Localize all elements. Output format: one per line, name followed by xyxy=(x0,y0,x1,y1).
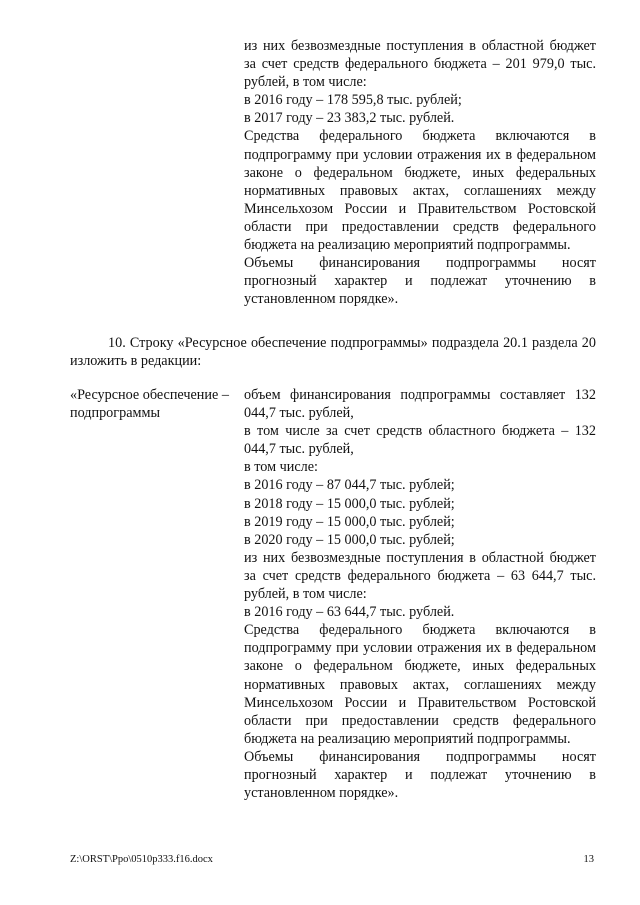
regional-budget-paragraph: в том числе за счет средств областного бюджета – 132 044,7 тыс. рублей, xyxy=(244,423,596,458)
top-gratuitous-paragraph: из них безвозмездные поступления в областной бюджет за счет средств федерального бюджета – 201 979,0 тыс. рублей, в том числе: xyxy=(244,38,596,91)
volumes-paragraph: Объемы финансирования подпрограммы носят прогнозный характер и подлежат уточнению в установленном порядке». xyxy=(244,748,596,802)
year-2020: в 2020 году – 15 000,0 тыс. рублей; xyxy=(244,531,455,548)
top-year-2016: в 2016 году – 178 595,8 тыс. рублей; xyxy=(244,92,462,109)
including-label: в том числе: xyxy=(244,459,318,476)
year-2019: в 2019 году – 15 000,0 тыс. рублей; xyxy=(244,513,455,530)
footer-file-path: Z:\ORST\Ppo\0510p333.f16.docx xyxy=(70,854,213,865)
top-year-2017: в 2017 году – 23 383,2 тыс. рублей. xyxy=(244,110,455,127)
top-federal-paragraph: Средства федерального бюджета включаются в подпрограмму при условии отражения их в федеральном законе о федеральном бюджете, иных федеральных нормативных правовых актах, соглашениях между Минсельхозом России и Правительством Ростовской области при предоставлении средств федерального бюджета на реализацию мероприятий подпрограммы. xyxy=(244,128,596,254)
year-2018: в 2018 году – 15 000,0 тыс. рублей; xyxy=(244,495,455,512)
page-number: 13 xyxy=(583,854,594,865)
gratuitous-year-2016: в 2016 году – 63 644,7 тыс. рублей. xyxy=(244,604,455,621)
top-volumes-paragraph: Объемы финансирования подпрограммы носят прогнозный характер и подлежат уточнению в установленном порядке». xyxy=(244,255,596,308)
federal-paragraph: Средства федерального бюджета включаются в подпрограмму при условии отражения их в федеральном законе о федеральном бюджете, иных федеральных нормативных правовых актах, соглашениях между Минсельхозом России и Правительством Ростовской области при предоставлении средств федерального бюджета на реализацию мероприятий подпрограммы. xyxy=(244,622,596,747)
resource-row-content xyxy=(244,386,596,802)
instruction-paragraph: 10. Строку «Ресурсное обеспечение подпрограммы» подраздела 20.1 раздела 20 изложить в редакции: xyxy=(70,335,596,370)
top-financing-block xyxy=(244,37,596,308)
resource-row-label: «Ресурсное обеспечение – подпрограммы xyxy=(70,387,229,422)
year-2016: в 2016 году – 87 044,7 тыс. рублей; xyxy=(244,477,455,494)
gratuitous-paragraph: из них безвозмездные поступления в областной бюджет за счет средств федерального бюджета – 63 644,7 тыс. рублей, в том числе: xyxy=(244,549,596,603)
total-financing-paragraph: объем финансирования подпрограммы составляет 132 044,7 тыс. рублей, xyxy=(244,387,596,422)
